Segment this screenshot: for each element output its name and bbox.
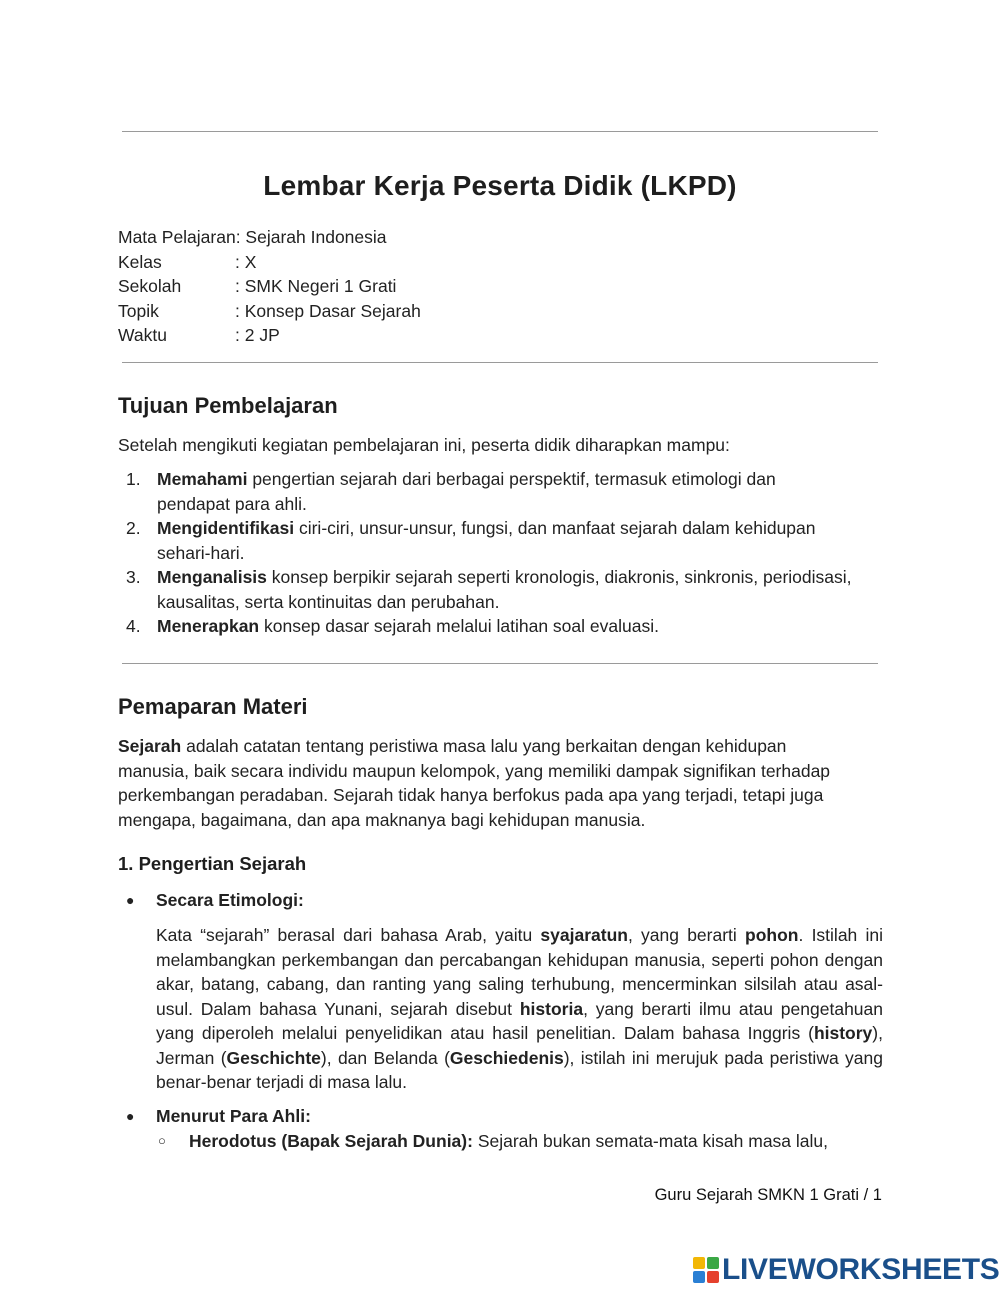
worksheet-info: [118, 225, 421, 348]
logo-square: [693, 1257, 705, 1269]
para-text: , yang berarti: [627, 925, 746, 945]
page-footer: Guru Sejarah SMKN 1 Grati / 1: [654, 1186, 882, 1204]
bullet-dot: ●: [126, 892, 135, 908]
item-text: sehari-hari.: [157, 542, 245, 563]
section-divider: [122, 663, 878, 664]
term-keyword: Geschichte: [226, 1047, 321, 1068]
expert-line: [189, 1129, 883, 1154]
info-label: Sekolah: [118, 276, 182, 296]
list-item: [118, 565, 883, 614]
para-text: . Istilah ini melambangkan perkembangan dan percabangan kehidupan manusia, seperti pohon dengan akar, batang, cabang, dan ranting yang saling terhubung, mencerminkan silsilah atau asal-usul. Dalam bahasa Yunani, sejarah disebut: [156, 925, 884, 1019]
section-divider: [122, 362, 878, 363]
para-text: ), istilah ini merujuk pada peristiwa yang benar-benar terjadi di masa lalu.: [156, 1047, 883, 1092]
list-item: [118, 614, 883, 639]
info-label: Topik: [118, 300, 159, 321]
list-number: 4.: [126, 616, 141, 636]
term-keyword: Sejarah: [118, 736, 182, 756]
list-item: [118, 467, 883, 516]
info-label: Kelas: [118, 251, 162, 272]
material-intro: [118, 734, 883, 832]
list-number: 3.: [126, 567, 141, 587]
info-label: Waktu: [118, 325, 167, 345]
expert-name: Herodotus (Bapak Sejarah Dunia):: [189, 1131, 473, 1151]
list-item: [118, 516, 883, 565]
item-keyword: Menerapkan: [157, 616, 260, 636]
info-value: : Konsep Dasar Sejarah: [235, 300, 421, 321]
info-value: : X: [235, 251, 257, 272]
term-keyword: pohon: [745, 925, 799, 945]
subject-text: Mata Pelajaran: Sejarah Indonesia: [118, 227, 387, 247]
para-text: , yang berarti ilmu atau pengetahuan yang diperoleh melalui penyelidikan atau hasil penelitian. Dalam bahasa Inggris (: [156, 998, 883, 1043]
item-text: konsep dasar sejarah melalui latihan soal evaluasi.: [259, 616, 659, 636]
intro-text: manusia, baik secara individu maupun kelompok, yang memiliki dampak signifikan terhadap: [118, 760, 831, 781]
term-keyword: history: [813, 1023, 873, 1043]
bullet-dot: ●: [126, 1108, 135, 1124]
item-keyword: Mengidentifikasi: [157, 518, 295, 538]
bullet-label: Menurut Para Ahli:: [156, 1106, 311, 1126]
bullet-label: Secara Etimologi:: [156, 890, 304, 910]
info-row-topic: [118, 299, 421, 324]
info-value: : SMK Negeri 1 Grati: [235, 276, 397, 296]
expert-text: Sejarah bukan semata-mata kisah masa lalu,: [472, 1131, 828, 1151]
para-text: Kata “sejarah” berasal dari bahasa Arab, yaitu: [156, 925, 541, 945]
term-keyword: syajaratun: [540, 925, 628, 945]
sub-bullet-circle: ○: [158, 1133, 166, 1148]
page-title: Lembar Kerja Peserta Didik (LKPD): [263, 170, 737, 201]
intro-text: mengapa, bagaimana, dan apa maknanya bagi kehidupan manusia.: [118, 809, 646, 830]
term-keyword: historia: [519, 998, 584, 1019]
liveworksheets-logo[interactable]: [693, 1253, 1000, 1287]
para-text: ), dan Belanda (: [320, 1047, 450, 1068]
item-text: pendapat para ahli.: [157, 493, 307, 514]
item-keyword: Menganalisis: [157, 567, 267, 587]
item-text: konsep berpikir sejarah seperti kronologis, diakronis, sinkronis, periodisasi,: [266, 567, 852, 587]
etymology-paragraph: [156, 923, 883, 1095]
info-row-subject: [118, 225, 421, 250]
intro-text: perkembangan peradaban. Sejarah tidak hanya berfokus pada apa yang terjadi, tetapi juga: [118, 785, 824, 805]
list-number: 2.: [126, 518, 141, 538]
objectives-intro: Setelah mengikuti kegiatan pembelajaran ini, peserta didik diharapkan mampu:: [118, 435, 730, 455]
logo-text: LIVEWORKSHEETS: [722, 1253, 1000, 1286]
objectives-list: [118, 467, 883, 639]
logo-square: [693, 1271, 705, 1283]
info-row-class: [118, 250, 421, 275]
objectives-heading: Tujuan Pembelajaran: [118, 393, 338, 418]
info-row-school: [118, 274, 421, 299]
item-text: kausalitas, serta kontinuitas dan perubahan.: [157, 591, 500, 612]
item-text: ciri-ciri, unsur-unsur, fungsi, dan manfaat sejarah dalam kehidupan: [294, 518, 816, 538]
item-text: pengertian sejarah dari berbagai perspektif, termasuk etimologi dan: [247, 469, 776, 489]
subsection-heading: 1. Pengertian Sejarah: [118, 853, 307, 874]
logo-square: [707, 1271, 719, 1283]
para-text: ), Jerman (: [156, 1023, 883, 1068]
intro-text: adalah catatan tentang peristiwa masa lalu yang berkaitan dengan kehidupan: [181, 736, 787, 756]
list-number: 1.: [126, 469, 141, 489]
item-keyword: Memahami: [157, 469, 248, 489]
info-row-time: [118, 323, 421, 348]
top-divider: [122, 131, 878, 132]
info-value: : 2 JP: [235, 325, 280, 345]
material-heading: Pemaparan Materi: [118, 694, 308, 719]
logo-squares-icon: [693, 1257, 719, 1283]
logo-square: [707, 1257, 719, 1269]
term-keyword: Geschiedenis: [449, 1047, 564, 1068]
